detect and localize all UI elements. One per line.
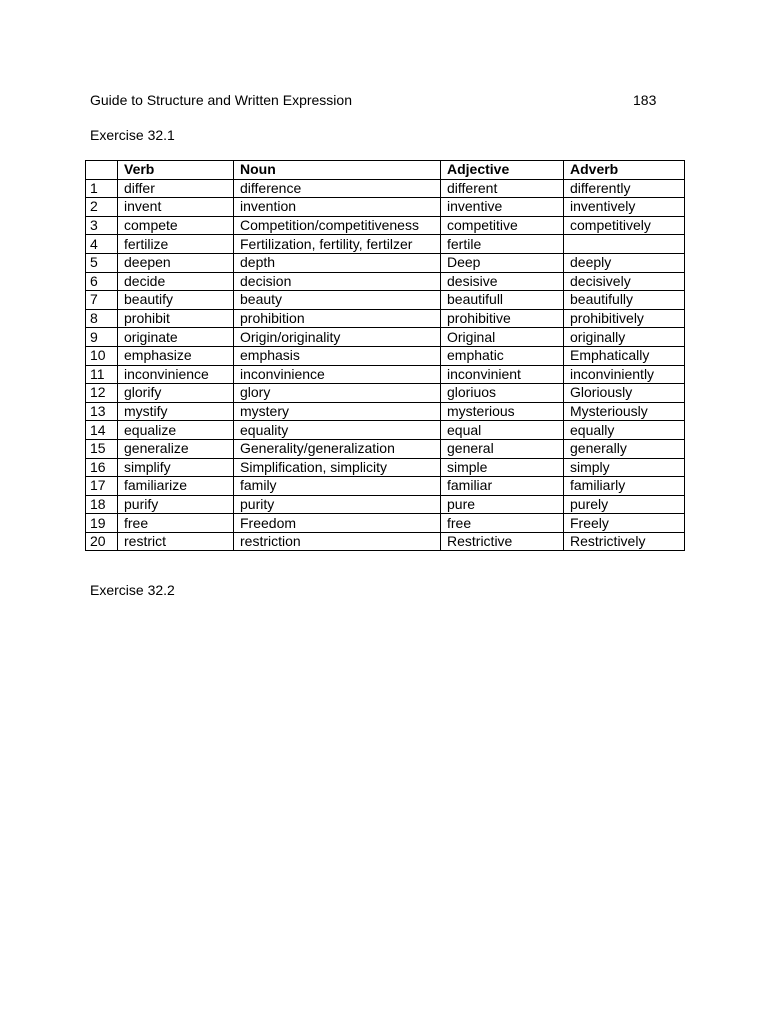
table-row	[86, 253, 685, 272]
table-row	[86, 532, 685, 551]
row-number-cell: 10	[86, 346, 118, 365]
adverb-cell: differently	[564, 179, 685, 198]
row-number-cell: 16	[86, 458, 118, 477]
table-row	[86, 458, 685, 477]
adverb-cell: generally	[564, 439, 685, 458]
column-header-adverb: Adverb	[564, 161, 685, 180]
adjective-cell: gloriuos	[441, 384, 564, 403]
noun-cell: difference	[234, 179, 441, 198]
adverb-cell: Mysteriously	[564, 402, 685, 421]
table-header-row	[86, 161, 685, 180]
verb-cell: glorify	[118, 384, 234, 403]
adverb-cell: deeply	[564, 253, 685, 272]
adjective-cell: desisive	[441, 272, 564, 291]
verb-cell: differ	[118, 179, 234, 198]
table-row	[86, 384, 685, 403]
adverb-cell: inconviniently	[564, 365, 685, 384]
row-number-cell: 9	[86, 328, 118, 347]
table-row	[86, 216, 685, 235]
row-number-cell: 3	[86, 216, 118, 235]
row-number-cell: 5	[86, 253, 118, 272]
column-header-number	[86, 161, 118, 180]
verb-cell: mystify	[118, 402, 234, 421]
table-row	[86, 272, 685, 291]
table-row	[86, 365, 685, 384]
row-number-cell: 12	[86, 384, 118, 403]
noun-cell: Generality/generalization	[234, 439, 441, 458]
adjective-cell: competitive	[441, 216, 564, 235]
adjective-cell: equal	[441, 421, 564, 440]
adjective-cell: mysterious	[441, 402, 564, 421]
row-number-cell: 8	[86, 309, 118, 328]
noun-cell: beauty	[234, 291, 441, 310]
adverb-cell: competitively	[564, 216, 685, 235]
noun-cell: Origin/originality	[234, 328, 441, 347]
table-row	[86, 328, 685, 347]
verb-cell: restrict	[118, 532, 234, 551]
adjective-cell: Deep	[441, 253, 564, 272]
verb-cell: free	[118, 514, 234, 533]
adverb-cell: purely	[564, 495, 685, 514]
column-header-adjective: Adjective	[441, 161, 564, 180]
row-number-cell: 7	[86, 291, 118, 310]
adjective-cell: beautifull	[441, 291, 564, 310]
row-number-cell: 19	[86, 514, 118, 533]
adverb-cell: equally	[564, 421, 685, 440]
verb-cell: simplify	[118, 458, 234, 477]
row-number-cell: 14	[86, 421, 118, 440]
noun-cell: inconvinience	[234, 365, 441, 384]
verb-cell: invent	[118, 198, 234, 217]
page-number: 183	[633, 92, 657, 108]
adjective-cell: Original	[441, 328, 564, 347]
verb-cell: deepen	[118, 253, 234, 272]
adjective-cell: pure	[441, 495, 564, 514]
row-number-cell: 2	[86, 198, 118, 217]
column-header-noun: Noun	[234, 161, 441, 180]
row-number-cell: 6	[86, 272, 118, 291]
row-number-cell: 17	[86, 477, 118, 496]
table-row	[86, 421, 685, 440]
row-number-cell: 11	[86, 365, 118, 384]
row-number-cell: 20	[86, 532, 118, 551]
verb-cell: inconvinience	[118, 365, 234, 384]
row-number-cell: 13	[86, 402, 118, 421]
noun-cell: Competition/competitiveness	[234, 216, 441, 235]
noun-cell: Fertilization, fertility, fertilzer	[234, 235, 441, 254]
verb-cell: beautify	[118, 291, 234, 310]
adverb-cell: decisively	[564, 272, 685, 291]
table-row	[86, 439, 685, 458]
noun-cell: restriction	[234, 532, 441, 551]
adjective-cell: prohibitive	[441, 309, 564, 328]
noun-cell: depth	[234, 253, 441, 272]
adverb-cell: beautifully	[564, 291, 685, 310]
adverb-cell: Emphatically	[564, 346, 685, 365]
adjective-cell: inventive	[441, 198, 564, 217]
verb-cell: emphasize	[118, 346, 234, 365]
adjective-cell: Restrictive	[441, 532, 564, 551]
adjective-cell: general	[441, 439, 564, 458]
table-row	[86, 346, 685, 365]
row-number-cell: 4	[86, 235, 118, 254]
noun-cell: glory	[234, 384, 441, 403]
table-row	[86, 291, 685, 310]
header-title: Guide to Structure and Written Expression	[90, 92, 352, 108]
verb-cell: prohibit	[118, 309, 234, 328]
adjective-cell: inconvinient	[441, 365, 564, 384]
adjective-cell: simple	[441, 458, 564, 477]
adjective-cell: different	[441, 179, 564, 198]
table-row	[86, 495, 685, 514]
adverb-cell: inventively	[564, 198, 685, 217]
adverb-cell	[564, 235, 685, 254]
adjective-cell: free	[441, 514, 564, 533]
table-row	[86, 477, 685, 496]
row-number-cell: 18	[86, 495, 118, 514]
verb-cell: compete	[118, 216, 234, 235]
adverb-cell: Gloriously	[564, 384, 685, 403]
adverb-cell: originally	[564, 328, 685, 347]
noun-cell: family	[234, 477, 441, 496]
row-number-cell: 1	[86, 179, 118, 198]
noun-cell: Simplification, simplicity	[234, 458, 441, 477]
column-header-verb: Verb	[118, 161, 234, 180]
adjective-cell: emphatic	[441, 346, 564, 365]
adverb-cell: familiarly	[564, 477, 685, 496]
row-number-cell: 15	[86, 439, 118, 458]
verb-cell: fertilize	[118, 235, 234, 254]
verb-cell: equalize	[118, 421, 234, 440]
adjective-cell: fertile	[441, 235, 564, 254]
noun-cell: decision	[234, 272, 441, 291]
noun-cell: invention	[234, 198, 441, 217]
adverb-cell: prohibitively	[564, 309, 685, 328]
verb-cell: decide	[118, 272, 234, 291]
noun-cell: Freedom	[234, 514, 441, 533]
noun-cell: purity	[234, 495, 441, 514]
verb-cell: originate	[118, 328, 234, 347]
table-row	[86, 309, 685, 328]
noun-cell: mystery	[234, 402, 441, 421]
table-body	[86, 179, 685, 551]
verb-cell: familiarize	[118, 477, 234, 496]
exercise-32-1-heading: Exercise 32.1	[90, 127, 175, 143]
table-row	[86, 179, 685, 198]
verb-cell: purify	[118, 495, 234, 514]
noun-cell: equality	[234, 421, 441, 440]
word-forms-table	[85, 160, 685, 551]
table-row	[86, 235, 685, 254]
exercise-32-2-heading: Exercise 32.2	[90, 582, 175, 598]
table-row	[86, 198, 685, 217]
noun-cell: emphasis	[234, 346, 441, 365]
adjective-cell: familiar	[441, 477, 564, 496]
noun-cell: prohibition	[234, 309, 441, 328]
table-row	[86, 402, 685, 421]
adverb-cell: simply	[564, 458, 685, 477]
table-row	[86, 514, 685, 533]
adverb-cell: Restrictively	[564, 532, 685, 551]
verb-cell: generalize	[118, 439, 234, 458]
adverb-cell: Freely	[564, 514, 685, 533]
